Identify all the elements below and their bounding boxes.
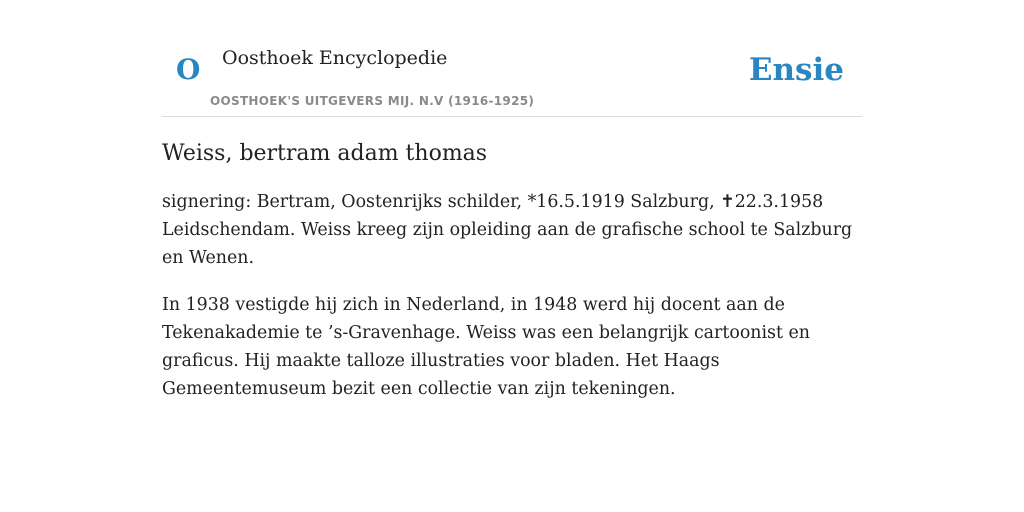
encyclopedia-logo[interactable]: O [176,53,201,86]
article-paragraph: signering: Bertram, Oostenrijks schilder, *16.5.1919 Salzburg, ✝22.3.1958 Leidschendam. Weiss kreeg zijn opleiding aan de grafische school te Salzburg en Wenen. [162,192,853,268]
publisher-label: OOSTHOEK'S UITGEVERS MIJ. N.V (1916-1925) [210,94,535,108]
article-paragraph: In 1938 vestigde hij zich in Nederland, in 1948 werd hij docent aan de Tekenakademie te ’s-Gravenhage. Weiss was een belangrijk cartoonist en graficus. Hij maakte talloze illustraties voor bladen. Het Haags Gemeentemuseum bezit een collectie van zijn tekeningen. [162,295,810,399]
article-title: Weiss, bertram adam thomas [162,141,488,166]
article [162,134,862,403]
ensie-logo-link[interactable]: Ensie [748,52,844,88]
site-header [162,0,862,117]
encyclopedia-title-link[interactable]: Oosthoek Encyclopedie [222,47,448,69]
